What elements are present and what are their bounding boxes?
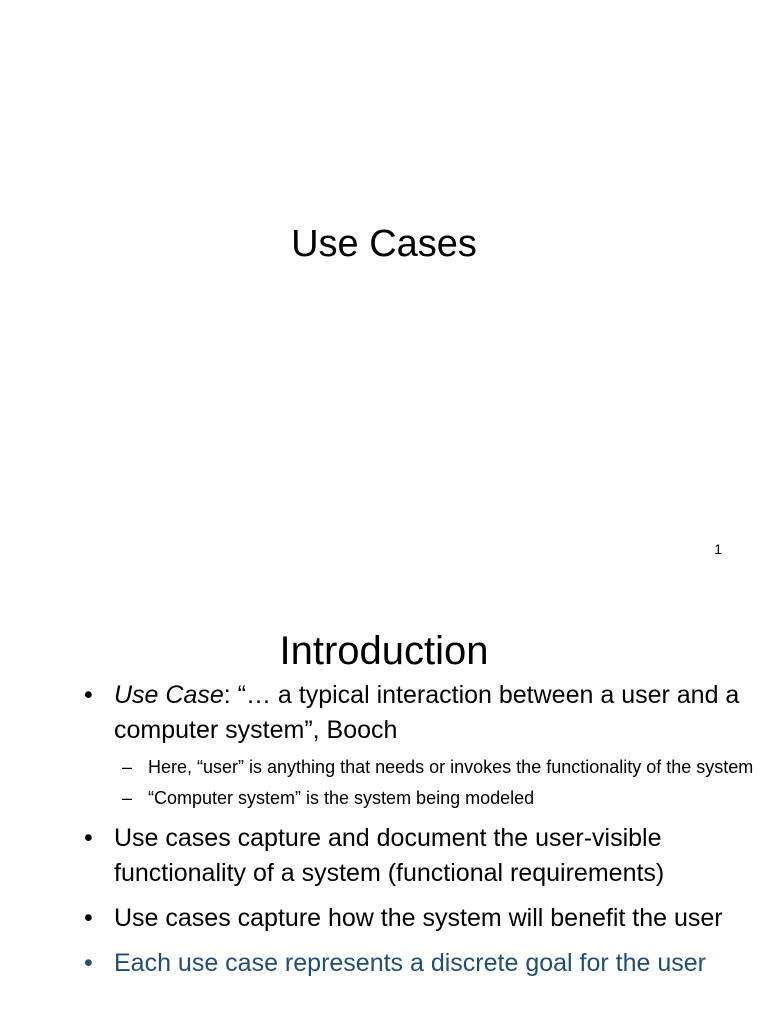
bullet-item [84,901,754,936]
sub-bullet-text: “Computer system” is the system being modeled [148,788,535,808]
bullet-item [84,821,754,891]
bullet-icon: • [84,904,93,932]
sub-bullet-text: Here, “user” is anything that needs or invokes the functionality of the system [148,757,754,777]
bullet-text: Each use case represents a discrete goal for the user [114,949,706,977]
bullet-icon: • [84,681,93,709]
bullet-text: Use cases capture and document the user-visible functionality of a system (functional requirements) [114,824,665,887]
sub-bullet-item [114,754,754,780]
bullet-text: : “… a typical interaction between a user and a computer system”, Booch [114,681,740,744]
bullet-list [84,678,754,981]
bullet-icon: • [84,949,93,977]
bullet-icon: • [84,824,93,852]
slide-title: Introduction [279,629,489,673]
sub-bullet-list [114,754,754,811]
dash-icon: – [122,788,133,808]
bullet-text: Use cases capture how the system will benefit the user [114,904,723,932]
slide-number: 1 [714,541,722,557]
slide-title: Use Cases [291,223,477,265]
dash-icon: – [122,757,133,777]
slide-2 [0,576,768,1024]
term: Use Case [114,681,224,709]
bullet-item [84,678,754,811]
sub-bullet-item [114,785,754,811]
bullet-item [84,946,754,981]
